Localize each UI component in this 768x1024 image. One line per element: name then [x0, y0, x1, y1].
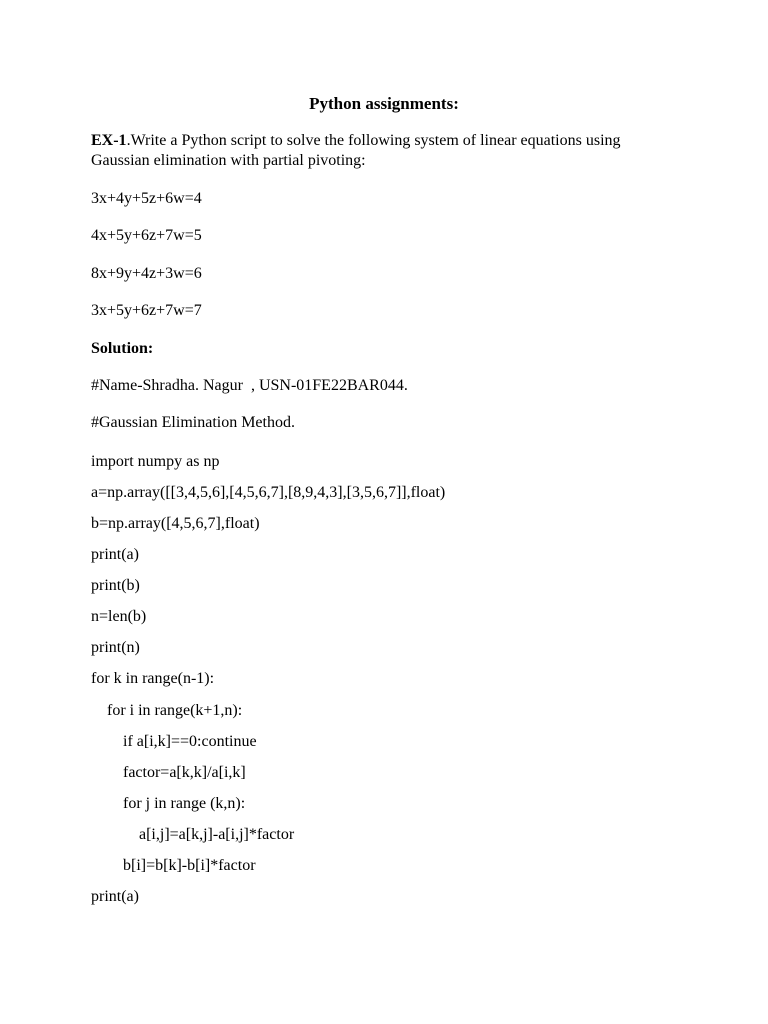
exercise-text: .Write a Python script to solve the following system of linear equations using Gaussian elimination with partial pivoting: — [91, 132, 621, 169]
code-line: for k in range(n-1): — [91, 670, 215, 687]
equation-4: 3x+5y+6z+7w=7 — [91, 302, 202, 319]
method-comment: #Gaussian Elimination Method. — [91, 414, 295, 431]
document-title: Python assignments: — [309, 94, 459, 113]
code-line: a[i,j]=a[k,j]-a[i,j]*factor — [139, 826, 295, 843]
code-line: import numpy as np — [91, 453, 220, 470]
author-comment: #Name-Shradha. Nagur , USN-01FE22BAR044. — [91, 377, 408, 394]
code-line: b=np.array([4,5,6,7],float) — [91, 515, 260, 532]
code-line: if a[i,k]==0:continue — [123, 733, 257, 750]
solution-label: Solution: — [91, 340, 154, 357]
code-line: a=np.array([[3,4,5,6],[4,5,6,7],[8,9,4,3],[3,5,6,7]],float) — [91, 484, 446, 501]
exercise-label: EX-1 — [91, 132, 127, 149]
code-line: n=len(b) — [91, 608, 147, 625]
equation-3: 8x+9y+4z+3w=6 — [91, 265, 202, 282]
code-line: factor=a[k,k]/a[i,k] — [123, 764, 246, 781]
equation-2: 4x+5y+6z+7w=5 — [91, 227, 202, 244]
code-line: print(n) — [91, 639, 140, 656]
exercise-paragraph — [91, 131, 651, 171]
code-line: print(a) — [91, 888, 139, 905]
code-line: print(a) — [91, 546, 139, 563]
code-line: for i in range(k+1,n): — [107, 702, 243, 719]
code-line: for j in range (k,n): — [123, 795, 246, 812]
code-line: b[i]=b[k]-b[i]*factor — [123, 857, 256, 874]
equation-1: 3x+4y+5z+6w=4 — [91, 190, 202, 207]
code-line: print(b) — [91, 577, 140, 594]
